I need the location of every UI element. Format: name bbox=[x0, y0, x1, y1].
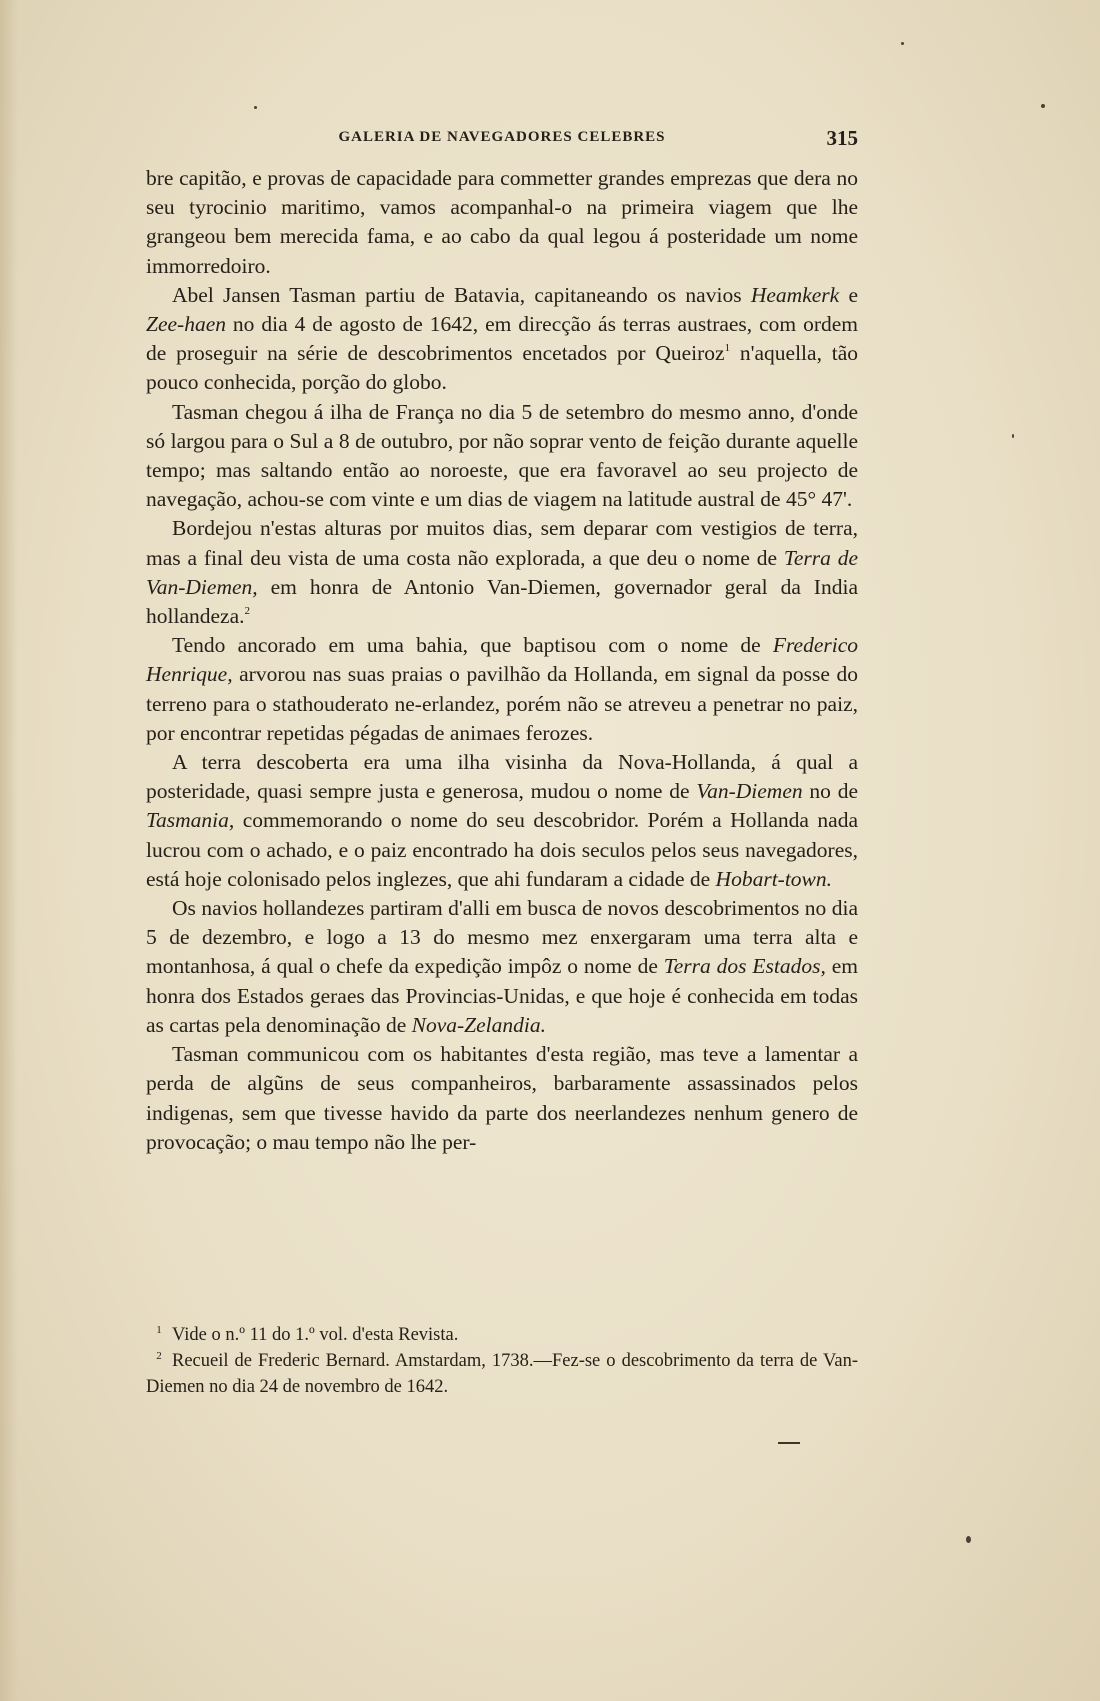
footnote-ref-1: 1 bbox=[724, 342, 731, 355]
paragraph-8: Tasman communicou com os habitantes d'esta região, mas teve a lamentar a perda de algũns de seus companheiros, barbaramente assassinados pelos indigenas, sem que tivesse havido da parte dos neerlandezes nenhum genero de provocação; o mau tempo não lhe per- bbox=[146, 1042, 858, 1154]
footnotes bbox=[146, 1322, 858, 1400]
place-name-nova-zelandia: Nova-Zelandia. bbox=[411, 1012, 547, 1037]
page-edge-shadow bbox=[0, 0, 18, 1701]
footnote-text-2: Recueil de Frederic Bernard. Amstardam, 1738.—Fez-se o descobrimento da terra de Van-Diemen no dia 24 de novembro de 1642. bbox=[146, 1351, 858, 1397]
printer-dash-mark bbox=[778, 1442, 800, 1444]
place-name-van-diemen: Van-Diemen bbox=[696, 779, 803, 804]
place-name-tasmania: Tasmania, bbox=[146, 808, 235, 833]
footnote-1: 1 Vide o n.º 11 do 1.º vol. d'esta Revista. bbox=[156, 1324, 459, 1345]
place-name-hobart-town: Hobart-town. bbox=[715, 866, 833, 891]
footnote-text-1: Vide o n.º 11 do 1.º vol. d'esta Revista. bbox=[172, 1325, 459, 1345]
ink-speck bbox=[901, 42, 904, 45]
place-name-terra-dos-estados: Terra dos Estados, bbox=[663, 954, 826, 979]
paragraph-3: Tasman chegou á ilha de França no dia 5 de setembro do mesmo anno, d'onde só largou para o Sul a 8 de outubro, por não soprar vento de feição durante aquelle tempo; mas saltando então ao noroeste, que era favoravel ao seu projecto de navegação, achou-se com vinte e um dias de viagem na latitude austral de 45° 47'. bbox=[146, 399, 858, 512]
footnote-2: 2 Recueil de Frederic Bernard. Amstardam, 1738.—Fez-se o descobrimento da terra de Van-Diemen no dia 24 de novembro de 1642. bbox=[146, 1350, 858, 1397]
paragraph-7: Os navios hollandezes partiram d'alli em busca de novos descobrimentos no dia 5 de dezembro, e logo a 13 do mesmo mez enxergaram uma terra alta e montanhosa, á qual o chefe da expedição impôz o nome de Terra dos Estados, em honra dos Estados geraes das Provincias-Unidas, e que hoje é conhecida em todas as cartas pela denominação de Nova-Zelandia. bbox=[146, 896, 859, 1037]
paragraph-2: Abel Jansen Tasman partiu de Batavia, capitaneando os navios Heamkerk e Zee-haen no dia 4 de agosto de 1642, em direcção ás terras austraes, com ordem de proseguir na série de descobrimentos encetados por Queiroz$^1$ n'aquella, tão pouco conhecida, porção do globo. bbox=[146, 282, 858, 395]
ink-speck bbox=[254, 106, 257, 109]
running-header bbox=[146, 126, 858, 152]
ink-speck bbox=[1012, 434, 1014, 438]
ship-name-heamkerk: Heamkerk bbox=[750, 282, 840, 307]
body-text bbox=[146, 164, 858, 1157]
paragraph-5: Tendo ancorado em uma bahia, que baptisou com o nome de Frederico Henrique, arvorou nas suas praias o pavilhão da Hollanda, em signal da posse do terreno para o stathouderato ne-erlandez, porém não se atreveu a penetrar no paiz, por encontrar repetidas pégadas de animaes ferozes. bbox=[146, 633, 858, 745]
ink-speck bbox=[1041, 104, 1045, 108]
paragraph-6: A terra descoberta era uma ilha visinha da Nova-Hollanda, á qual a posteridade, quasi sempre justa e generosa, mudou o nome de Van-Diemen no de Tasmania, commemorando o nome do seu descobridor. Porém a Hollanda nada lucrou com o achado, e o paiz encontrado ha dois seculos pelos seus navegadores, está hoje colonisado pelos inglezes, que ahi fundaram a cidade de Hobart-town. bbox=[146, 750, 859, 891]
ship-name-zee-haen: Zee-haen bbox=[146, 312, 226, 337]
footnote-ref-2: 2 bbox=[244, 605, 250, 618]
paragraph-4: Bordejou n'estas alturas por muitos dias, sem deparar com vestigios de terra, mas a final deu vista de uma costa não explorada, a que deu o nome de Terra de Van-Diemen, em honra de Antonio Van-Diemen, governador geral da India hollandeza.$^2$ bbox=[146, 516, 858, 629]
ink-speck bbox=[966, 1536, 971, 1543]
place-name-frederico-henrique: Frederico Henrique, bbox=[146, 633, 858, 687]
paragraph-1: bre capitão, e provas de capacidade para commetter grandes emprezas que dera no seu tyrocinio maritimo, vamos acompanhal-o na primeira viagem que lhe grangeou bem merecida fama, e ao cabo da qual legou á posteridade um nome immorredoiro. bbox=[146, 166, 858, 278]
running-title: GALERIA DE NAVEGADORES CELEBRES bbox=[338, 129, 666, 145]
place-name-terra-de-van-diemen: Terra de Van-Diemen, bbox=[146, 545, 858, 599]
page-number: 315 bbox=[826, 126, 858, 150]
